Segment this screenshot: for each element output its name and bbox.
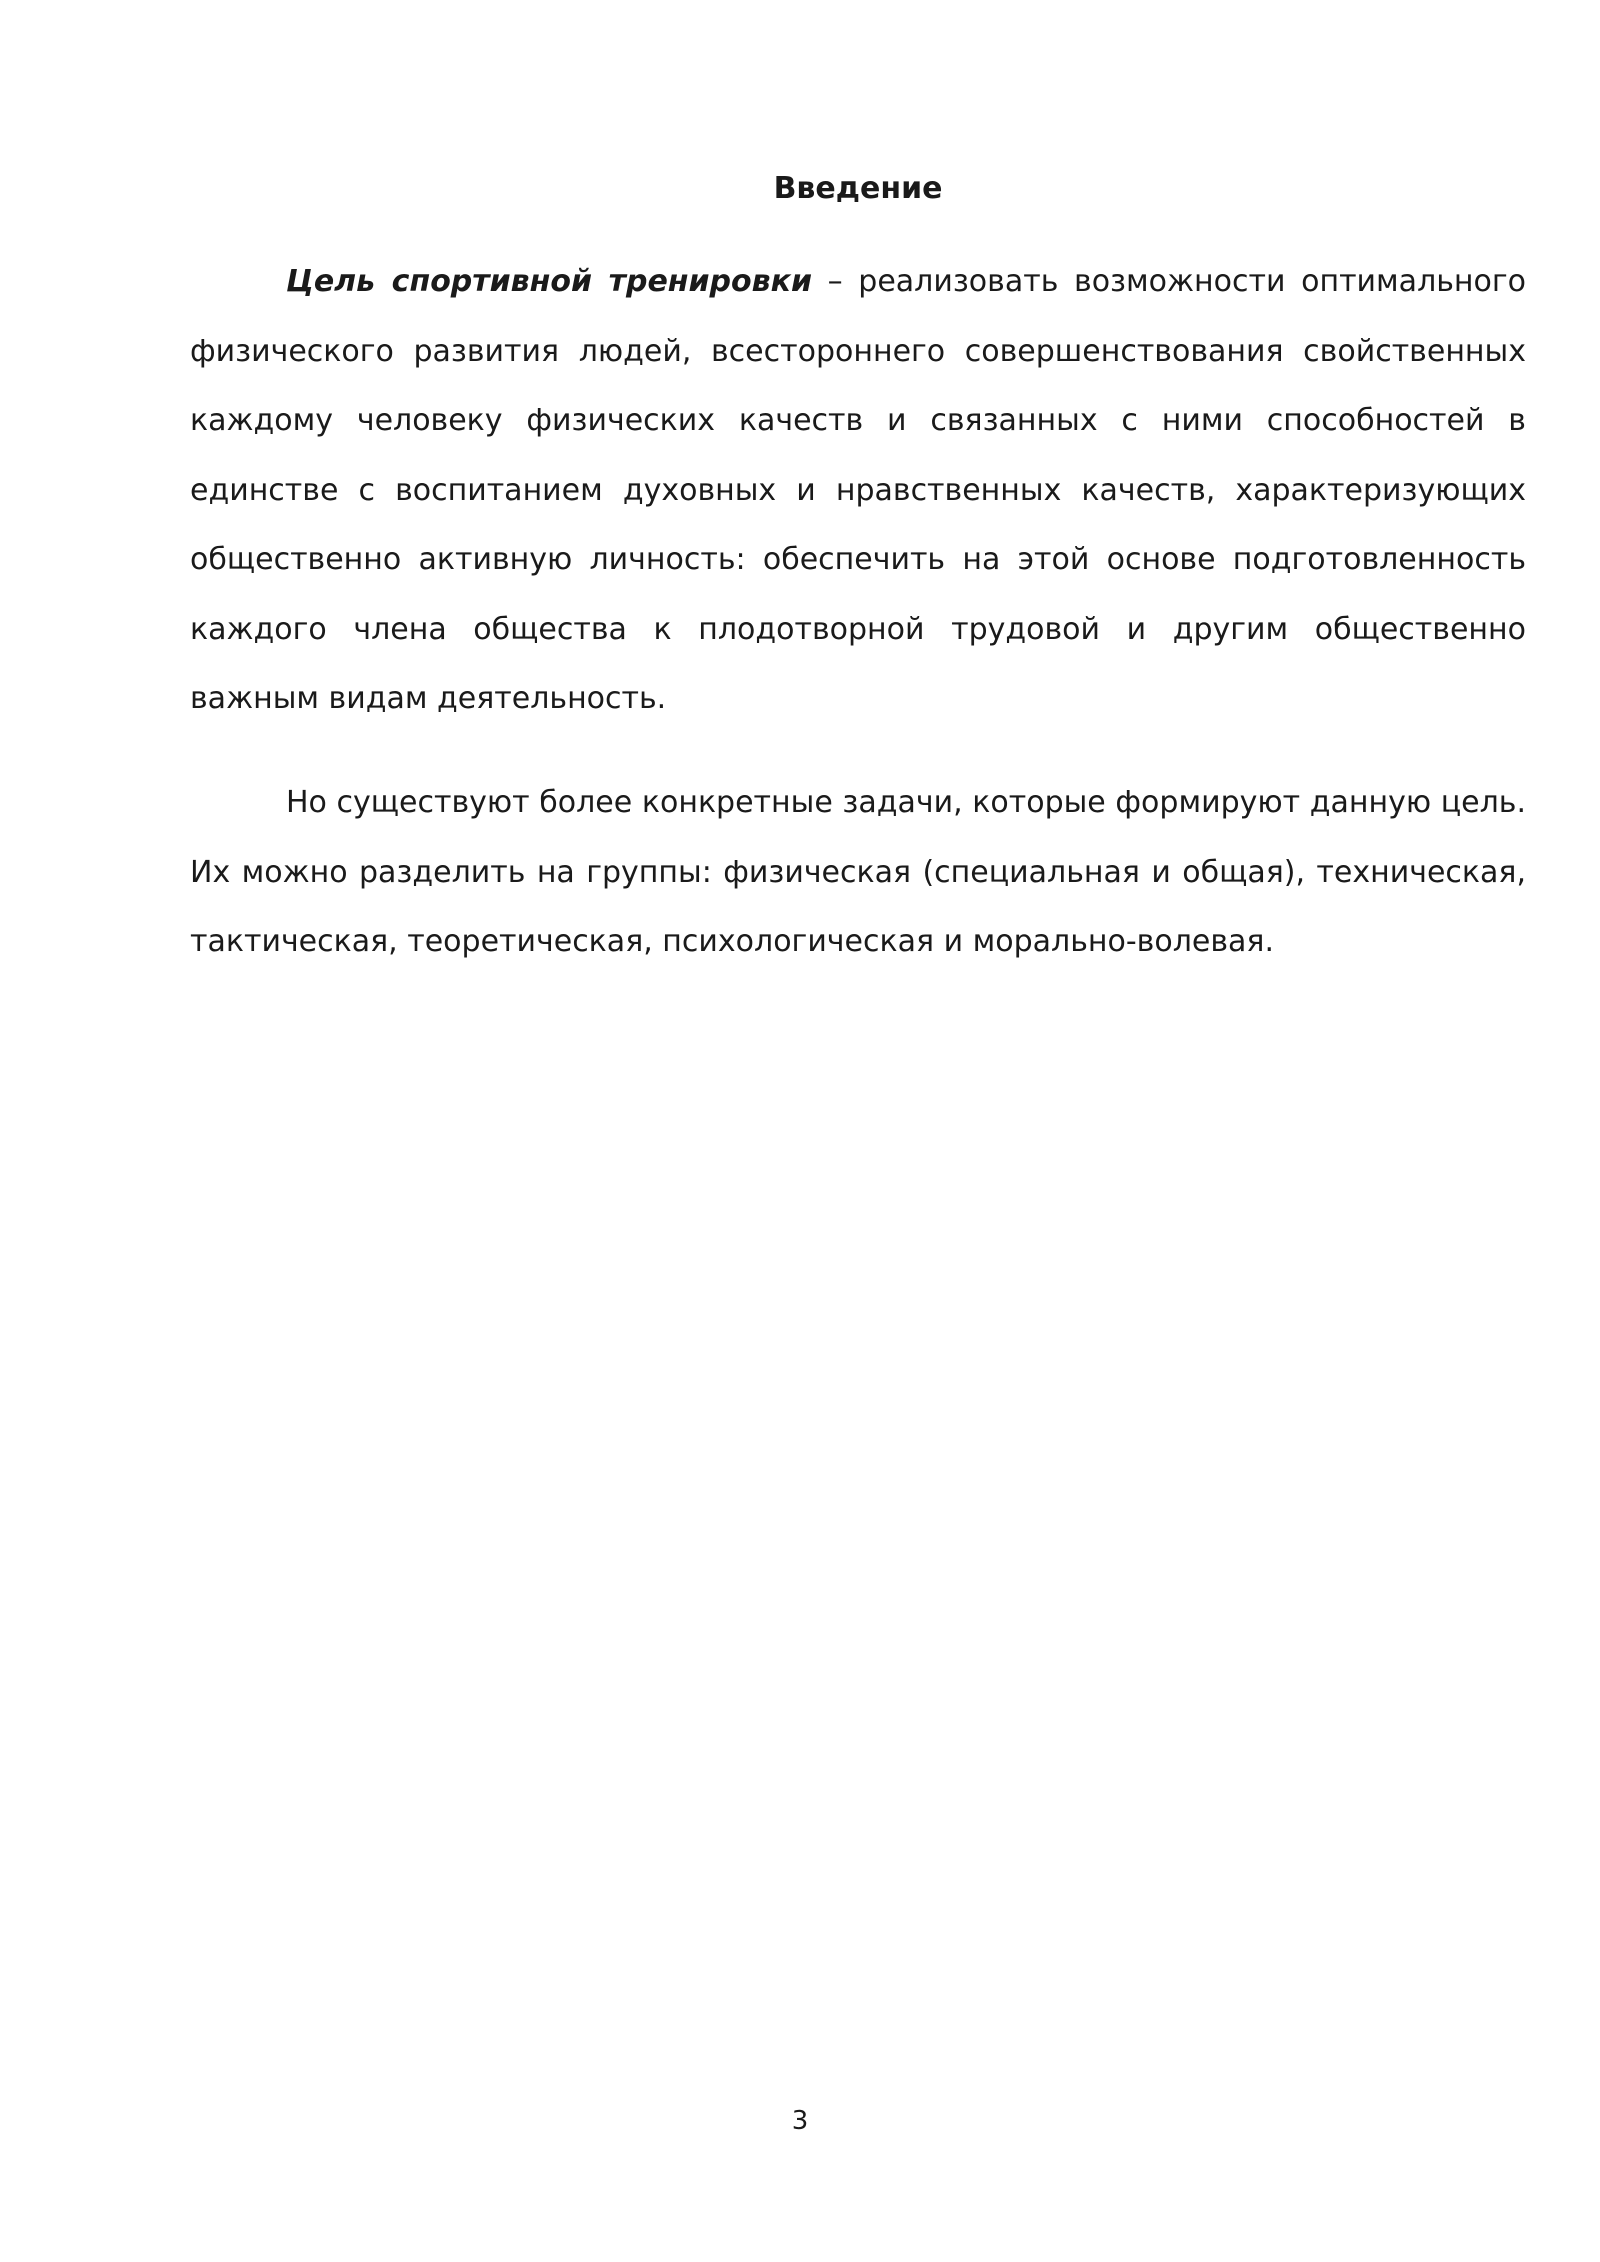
paragraph-goal-text: – реализовать возможности оптимального физического развития людей, всестороннего совершенствования свойственных каждому человеку физических качеств и связанных с ними способностей в единстве с воспитанием духовных и нравственных качеств, характеризующих общественно активную личность: обеспечить на этой основе подготовленность каждого члена общества к плодотворной трудовой и другим общественно важным видам деятельность. — [190, 264, 1527, 716]
paragraph-goal — [190, 247, 1526, 734]
paragraph-tasks — [190, 768, 1526, 977]
defined-term: Цель спортивной тренировки — [286, 264, 812, 299]
paragraph-tasks-text: Но существуют более конкретные задачи, которые формируют данную цель. Их можно разделить на группы: физическая (специальная и общая), техническая, тактическая, теоретическая, психологическая и морально-волевая. — [190, 785, 1526, 959]
page-number: 3 — [791, 2106, 809, 2136]
section-heading: Введение — [773, 171, 943, 206]
